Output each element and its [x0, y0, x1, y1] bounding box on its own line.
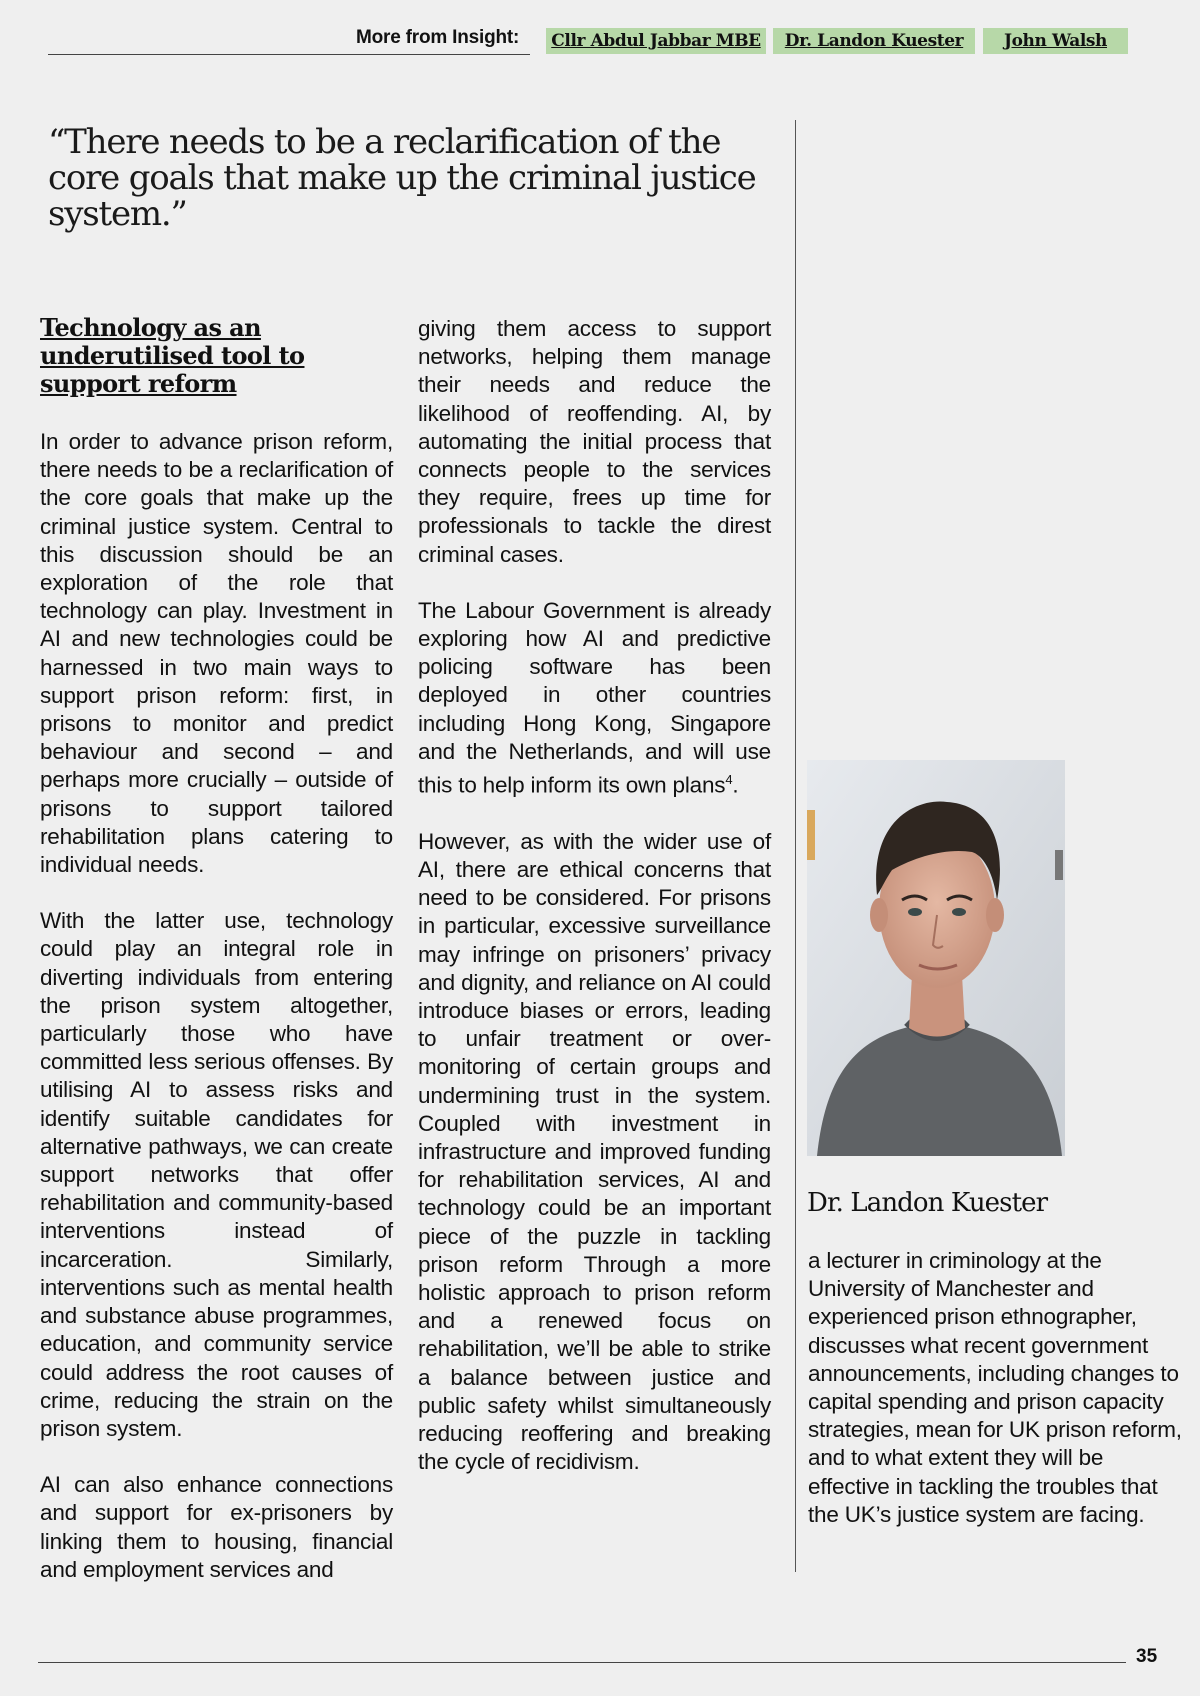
tag-link-abdul-jabbar[interactable]: Cllr Abdul Jabbar MBE [546, 28, 766, 54]
header-rule [48, 54, 530, 55]
page-number: 35 [1136, 1646, 1158, 1667]
portrait-illustration [807, 760, 1065, 1156]
paragraph-text: The Labour Government is already exploring how AI and predictive policing software has been deployed in other countries including Hong Kong, Singapore and the Netherlands, and will use this to help inform its own plans [418, 597, 771, 798]
article-column-2 [418, 315, 771, 1504]
article-column-1 [40, 428, 393, 1612]
author-name: Dr. Landon Kuester [807, 1188, 1048, 1218]
paragraph: With the latter use, technology could play an integral role in diverting individuals from entering the prison system altogether, particularly those who have committed less serious offenses. By utilising AI to assess risks and identify suitable candidates for alternative pathways, we can create support networks that offer rehabilitation and community-based interventions instead of incarceration. Similarly, interventions such as mental health and substance abuse programmes, education, and community service could address the root causes of crime, reducing the strain on the prison system. [40, 908, 393, 1441]
column-divider [795, 120, 796, 1572]
paragraph: However, as with the wider use of AI, there are ethical concerns that need to be considered. For prisons in particular, excessive surveillance may infringe on prisoners’ privacy and dignity, and reliance on AI could introduce biases or errors, leading to unfair treatment or over-monitoring of certain groups and undermining trust in the system. Coupled with investment in infrastructure and improved funding for rehabilitation services, AI and technology could be an important piece of the puzzle in tackling prison reform Through a more holistic approach to prison reform and a renewed focus on rehabilitation, we’ll be able to strike a balance between justice and public safety whilst simultaneously reducing reoffering and breaking the cycle of recidivism. [418, 828, 771, 1475]
footer-rule [38, 1662, 1126, 1663]
paragraph-end: . [732, 772, 739, 798]
tag-link-landon-kuester[interactable]: Dr. Landon Kuester [773, 28, 975, 54]
author-portrait [807, 760, 1065, 1156]
paragraph-with-footnote [418, 597, 771, 800]
paragraph: giving them access to support networks, helping them manage their needs and reduce the likelihood of reoffending. AI, by automating the initial process that connects people to the services they require, frees up time for professionals to tackle the direst criminal cases. [418, 316, 771, 567]
author-bio: a lecturer in criminology at the University of Manchester and experienced prison ethnographer, discusses what recent government announcements, including changes to capital spending and prison capacity strategies, mean for UK prison reform, and to what extent they will be effective in tackling the troubles that the UK’s justice system are facing. [808, 1248, 1182, 1527]
section-heading: Technology as an underutilised tool to support reform [40, 313, 305, 398]
paragraph: In order to advance prison reform, there needs to be a reclarification of the core goals that make up the criminal justice system. Central to this discussion should be an exploration of the role that technology can play. Investment in AI and new technologies could be harnessed in two main ways to support prison reform: first, in prisons to monitor and predict behaviour and second – and perhaps more crucially – outside of prisons to support tailored rehabilitation plans catering to individual needs. [40, 429, 393, 878]
pull-quote: “There needs to be a reclarification of the core goals that make up the criminal justice system.” [48, 122, 756, 234]
tag-link-john-walsh[interactable]: John Walsh [983, 28, 1128, 54]
footnote-reference[interactable]: 4 [725, 772, 733, 788]
paragraph: AI can also enhance connections and support for ex-prisoners by linking them to housing, financial and employment services and [40, 1472, 393, 1582]
more-from-insight-label: More from Insight: [356, 27, 520, 48]
